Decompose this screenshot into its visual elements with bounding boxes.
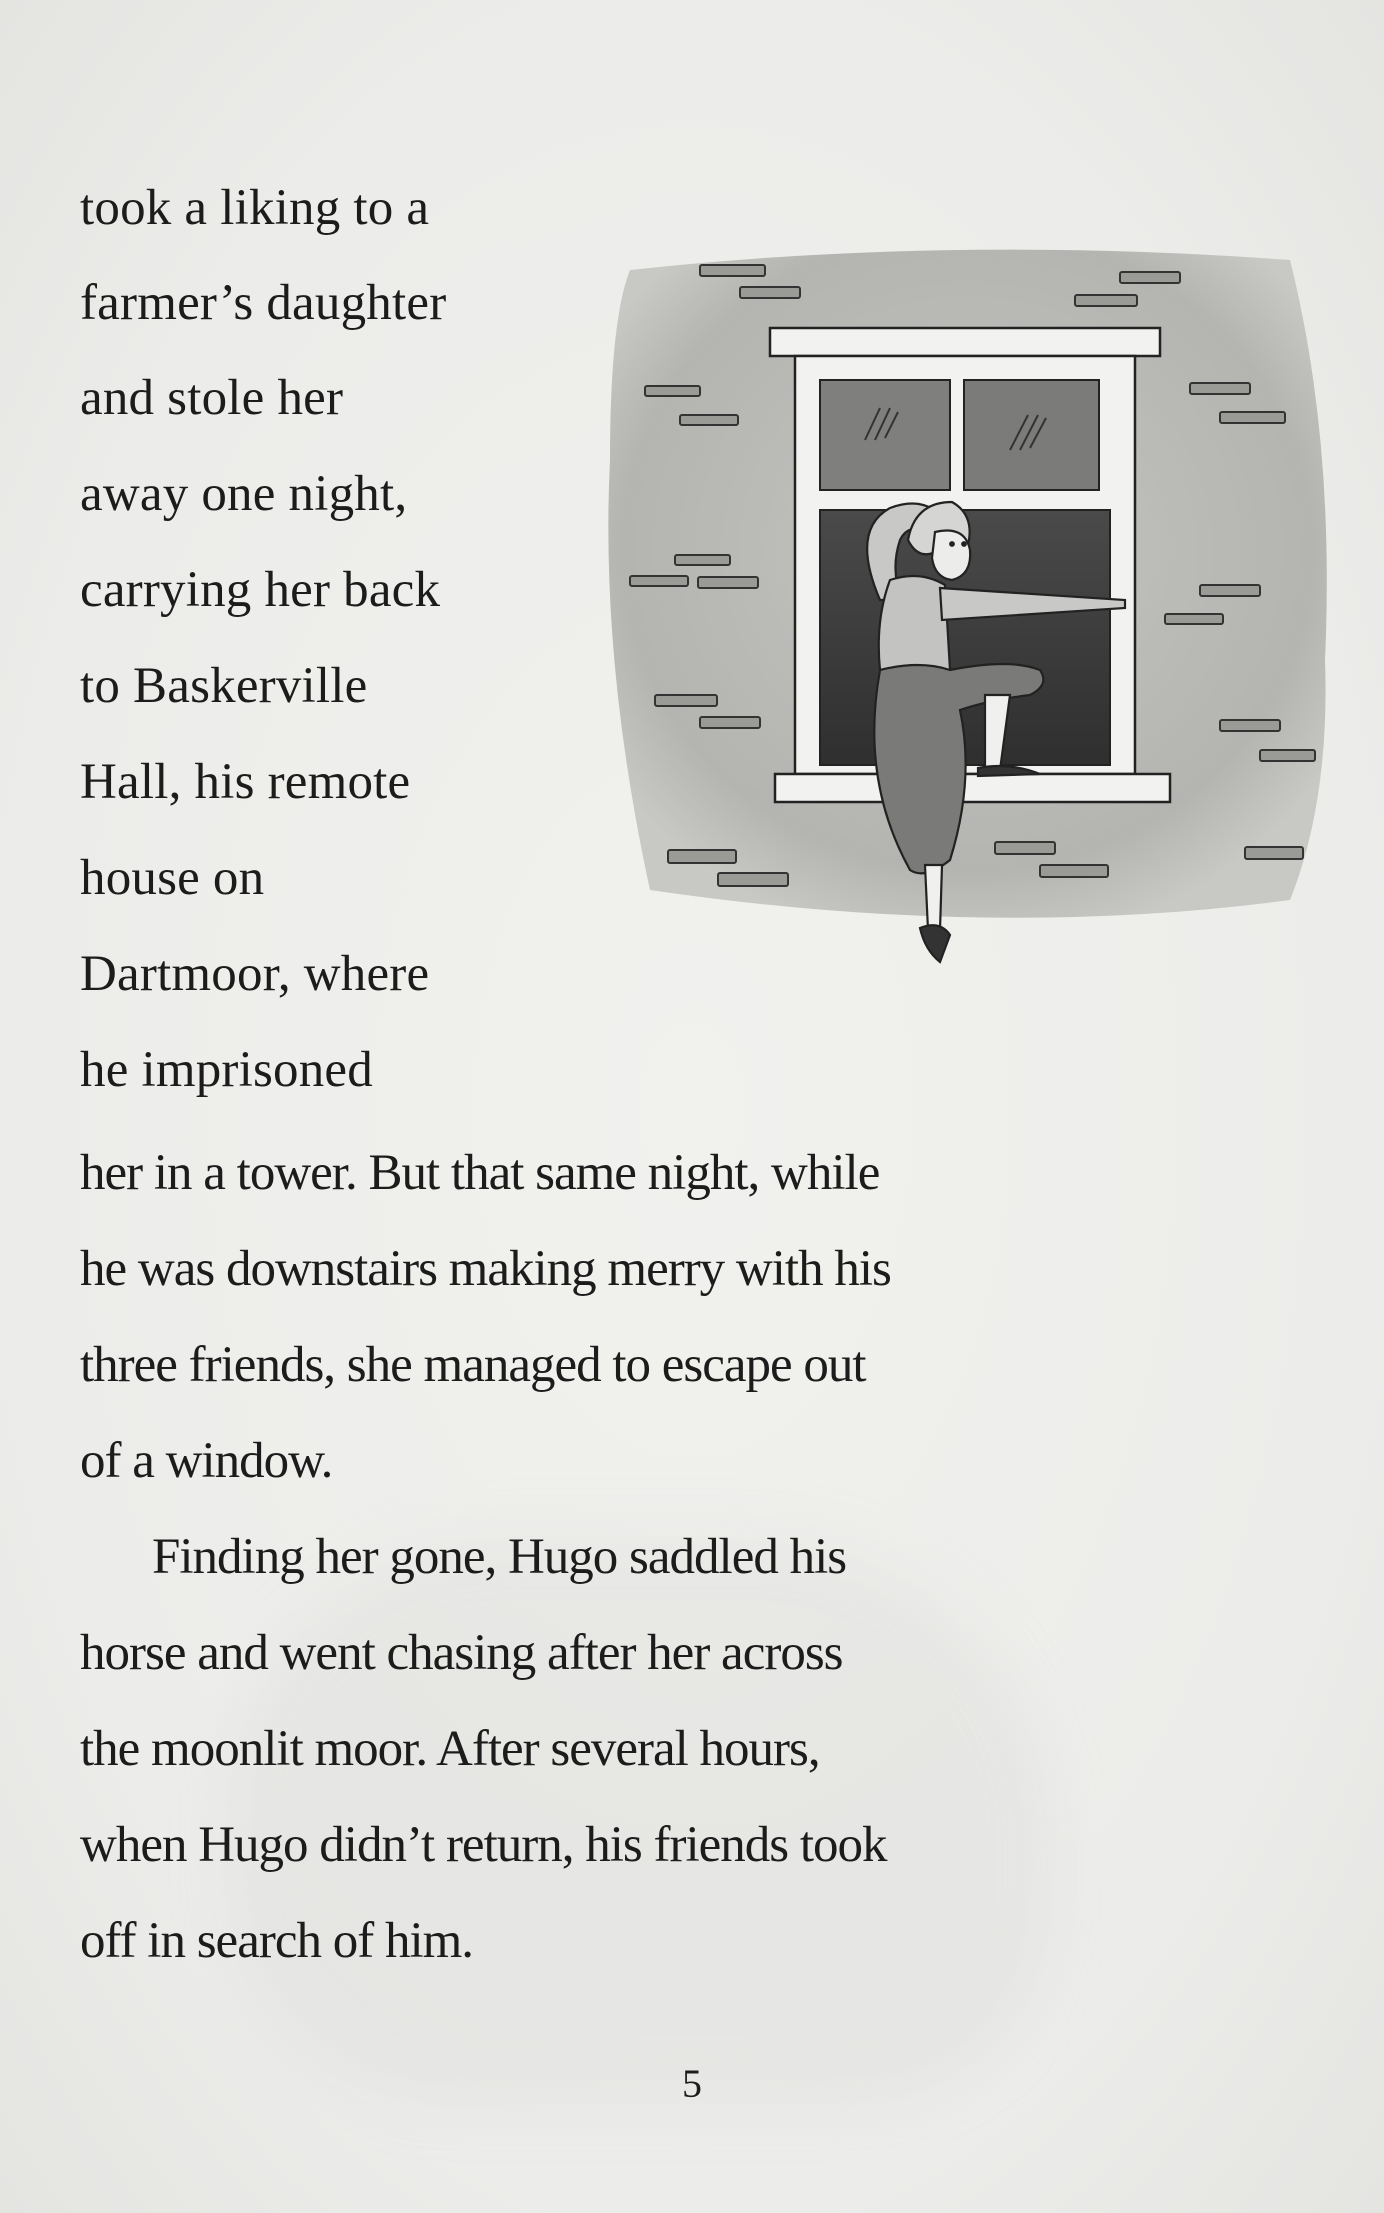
text-line: Dartmoor, where — [80, 946, 430, 1002]
text-line: her in a tower. But that same night, while — [80, 1145, 880, 1201]
text-line: to Baskerville — [80, 658, 368, 714]
text-line: three friends, she managed to escape out — [80, 1337, 866, 1393]
window-escape-illustration — [590, 240, 1340, 1000]
text-line: he imprisoned — [80, 1042, 373, 1098]
text-line: house on — [80, 850, 265, 906]
text-line: of a window. — [80, 1433, 333, 1489]
text-line: carrying her back — [80, 562, 441, 618]
text-line: took a liking to a — [80, 180, 430, 236]
text-line: he was downstairs making merry with his — [80, 1241, 891, 1297]
text-line: Hall, his remote — [80, 754, 411, 810]
text-line: horse and went chasing after her across — [80, 1625, 843, 1681]
text-line: the moonlit moor. After several hours, — [80, 1721, 820, 1777]
text-line: away one night, — [80, 466, 408, 522]
page-number: 5 — [682, 2061, 702, 2106]
text-line: off in search of him. — [80, 1913, 474, 1969]
text-line: Finding her gone, Hugo saddled his — [152, 1529, 847, 1585]
text-line: and stole her — [80, 370, 344, 426]
text-line: when Hugo didn’t return, his friends took — [80, 1817, 887, 1873]
text-line: farmer’s daughter — [80, 275, 447, 331]
